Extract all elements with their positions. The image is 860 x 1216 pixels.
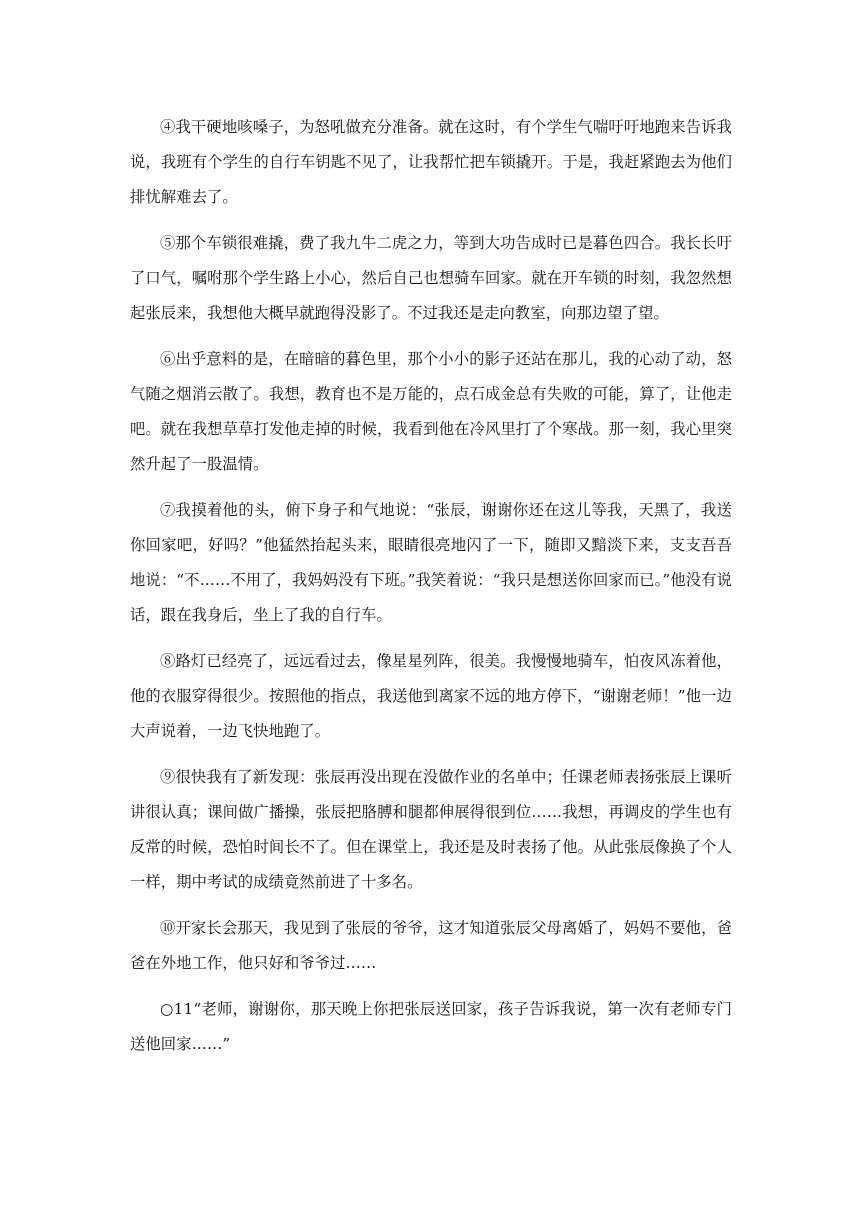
- paragraph-8: ⑧路灯已经亮了，远远看过去，像星星列阵，很美。我慢慢地骑车，怕夜风冻着他，他的衣服穿得很少。按照他的指点，我送他到离家不远的地方停下，“谢谢老师！”他一边大声说着，一边飞快地跑了。: [130, 652, 732, 740]
- paragraph-5: ⑤那个车锁很难撬，费了我九牛二虎之力，等到大功告成时已是暮色四合。我长长吁了口气，嘱咐那个学生路上小心，然后自己也想骑车回家。就在开车锁的时刻，我忽然想起张辰来，我想他大概早就跑得没影了。不过我还是走向教室，向那边望了望。: [130, 234, 732, 322]
- paragraph-9: ⑨很快我有了新发现：张辰再没出现在没做作业的名单中；任课老师表扬张辰上课听讲很认真；课间做广播操，张辰把胳膊和腿都伸展得很到位……我想，再调皮的学生也有反常的时候，恐怕时间长不了。但在课堂上，我还是及时表扬了他。从此张辰像换了个人一样，期中考试的成绩竟然前进了十多名。: [130, 768, 732, 891]
- paragraph-4: ④我干硬地咳嗓子，为怒吼做充分准备。就在这时，有个学生气喘吁吁地跑来告诉我说，我班有个学生的自行车钥匙不见了，让我帮忙把车锁撬开。于是，我赶紧跑去为他们排忧解难去了。: [130, 118, 732, 206]
- paragraph-10: ⑩开家长会那天，我见到了张辰的爷爷，这才知道张辰父母离婚了，妈妈不要他，爸爸在外地工作，他只好和爷爷过……: [130, 919, 732, 972]
- paragraph-7: ⑦我摸着他的头，俯下身子和气地说：“张辰，谢谢你还在这儿等我，天黑了，我送你回家吧，好吗？”他猛然抬起头来，眼睛很亮地闪了一下，随即又黯淡下来，支支吾吾地说：“不……不用了，我妈妈没有下班。”我笑着说：“我只是想送你回家而已。”他没有说话，跟在我身后，坐上了我的自行车。: [130, 501, 732, 624]
- paragraph-6: ⑥出乎意料的是，在暗暗的暮色里，那个小小的影子还站在那儿，我的心动了动，怒气随之烟消云散了。我想，教育也不是万能的，点石成金总有失败的可能，算了，让他走吧。就在我想草草打发他走掉的时候，我看到他在冷风里打了个寒战。那一刻，我心里突然升起了一股温情。: [130, 350, 732, 473]
- paragraph-11: ○11“老师，谢谢你，那天晚上你把张辰送回家，孩子告诉我说，第一次有老师专门送他回家……”: [130, 1000, 732, 1053]
